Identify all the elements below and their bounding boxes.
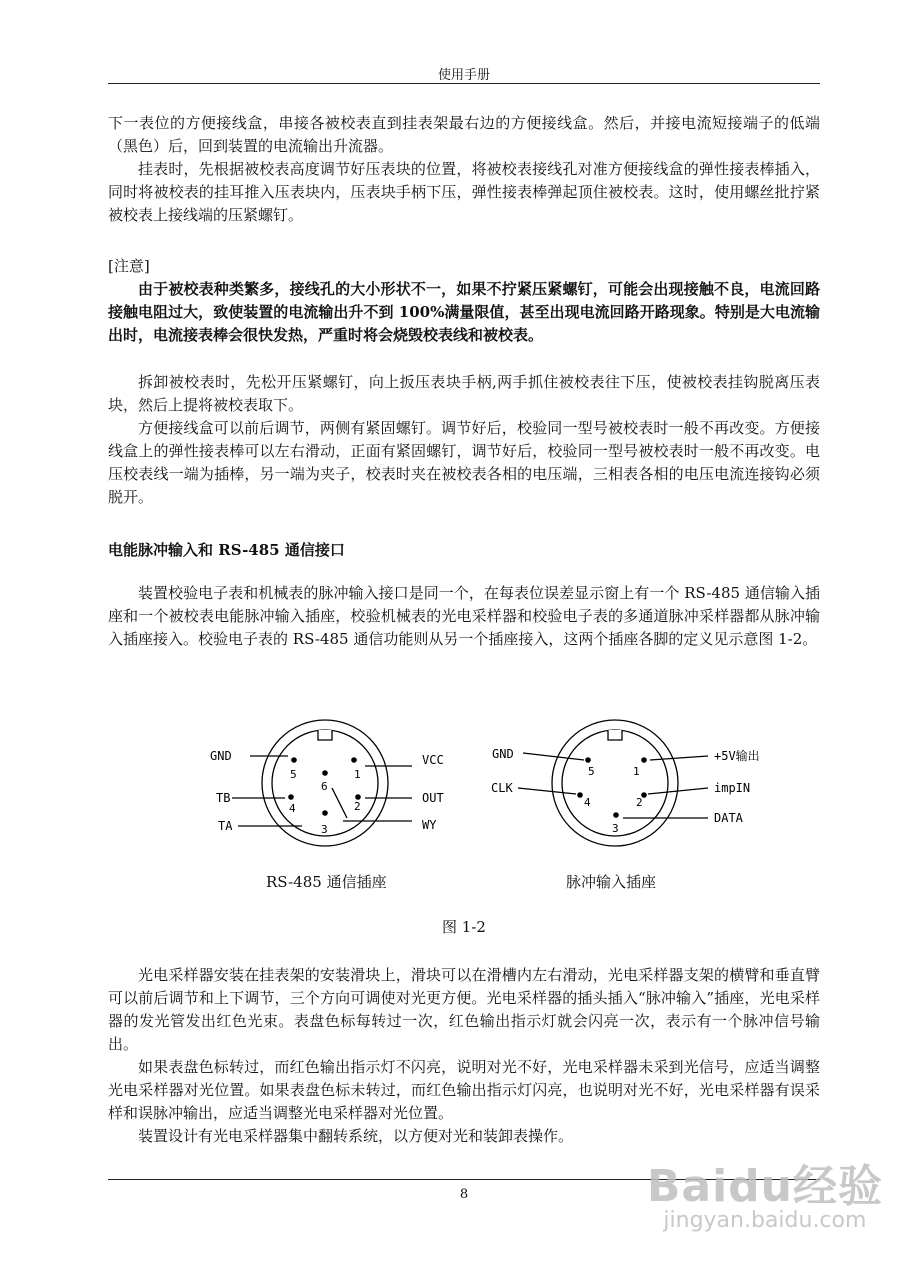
rs485-pin-2: 2 [354, 800, 361, 813]
section-3-body [108, 582, 820, 651]
paragraph-continuation: 下一表位的方便接线盒，串接各被校表直到挂表架最右边的方便接线盒。然后，并接电流短接端子的低端（黑色）后，回到装置的电流输出升流器。 [108, 114, 820, 155]
rs485-label-ta: TA [218, 819, 233, 833]
rs485-pin-3-dot [322, 810, 328, 816]
rs485-pin-5-dot [291, 757, 297, 763]
pulse-label-impin: impIN [714, 781, 751, 795]
pulse-pin-5: 5 [588, 765, 595, 778]
section-2 [108, 371, 820, 509]
pulse-label-data: DATA [714, 811, 743, 825]
paragraph-alignment: 如果表盘色标转过，而红色输出指示灯不闪亮，说明对光不好，光电采样器未采到光信号，应适当调整光电采样器对光位置。如果表盘色标未转过，而红色输出指示灯闪亮，也说明对光不好，光电采样器有误采样和误脉冲输出，应适当调整光电采样器对光位置。 [108, 1058, 820, 1122]
connector-diagram [200, 718, 790, 848]
pulse-pin-1-dot [641, 757, 647, 763]
rs485-label-out: OUT [422, 791, 444, 805]
paragraph-flip-system: 装置设计有光电采样器集中翻转系统，以方便对光和装卸表操作。 [138, 1127, 574, 1145]
notice-block [108, 255, 820, 347]
header-rule [108, 83, 820, 84]
rs485-label-tb: TB [216, 791, 231, 805]
rs485-pin-5: 5 [290, 768, 297, 781]
pulse-pin-4-dot [577, 792, 583, 798]
paragraph-photo-sampler: 光电采样器安装在挂表架的安装滑块上，滑块可以在滑槽内左右滑动，光电采样器支架的横臂和垂直臂可以前后调节和上下调节，三个方向可调使对光更方便。光电采样器的插头插入“脉冲输入”插座，光电采样器的发光管发出红色光束。表盘色标每转过一次，红色输出指示灯就会闪亮一次，表示有一个脉冲信号输出。 [108, 966, 820, 1053]
page-header: 使用手册 [437, 68, 490, 83]
pulse-input-caption: 脉冲输入插座 [566, 873, 657, 891]
rs485-pin-6-dot [322, 770, 328, 776]
watermark-logo: Baidu经验 [646, 1161, 883, 1212]
pulse-pin-1: 1 [633, 765, 640, 778]
rs485-pin-6: 6 [321, 780, 328, 793]
pulse-pin-3-dot [613, 812, 619, 818]
pulse-label-5v: +5V输出 [714, 749, 760, 763]
rs485-pin-4-dot [288, 794, 294, 800]
watermark [647, 1150, 883, 1233]
notice-label: [注意] [108, 257, 150, 275]
paragraph-removal: 拆卸被校表时，先松开压紧螺钉，向上扳压表块手柄,两手抓住被校表往下压，使被校表挂钩脱离压表块，然后上提将被校表取下。 [108, 373, 820, 414]
notice-text: 由于被校表种类繁多，接线孔的大小形状不一，如果不拧紧压紧螺钉，可能会出现接触不良，电流回路接触电阻过大，致使装置的电流输出升不到 100%满量限值，甚至出现电流回路开路现象。特别是大电流输出时，电流接表棒会很快发热，严重时将会烧毁校表线和被校表。 [108, 280, 820, 344]
pulse-pin-5-dot [585, 757, 591, 763]
rs485-label-gnd: GND [210, 749, 232, 763]
pulse-pin-3: 3 [612, 822, 619, 835]
paragraph-mounting: 挂表时，先根据被校表高度调节好压表块的位置，将被校表接线孔对准方便接线盒的弹性接表棒插入，同时将被校表的挂耳推入压表块内，压表块手柄下压，弹性接表棒弹起顶住被校表。这时，使用螺丝批拧紧被校表上接线端的压紧螺钉。 [108, 160, 820, 224]
paragraph-junction-box: 方便接线盒可以前后调节，两侧有紧固螺钉。调节好后，校验同一型号被校表时一般不再改变。方便接线盒上的弹性接表棒可以左右滑动，正面有紧固螺钉，调节好后，校验同一型号被校表时一般不再改变。电压校表线一端为插棒，另一端为夹子，校表时夹在被校表各相的电压端，三相表各相的电压电流连接钩必须脱开。 [108, 419, 820, 506]
pulse-label-gnd: GND [492, 747, 514, 761]
rs485-pin-3: 3 [321, 823, 328, 836]
section-1 [108, 112, 820, 227]
section-heading: 电能脉冲输入和 RS-485 通信接口 [108, 541, 345, 559]
rs485-pin-1-dot [351, 757, 357, 763]
rs485-label-vcc: VCC [422, 753, 444, 767]
section-4 [108, 964, 820, 1148]
watermark-url: jingyan.baidu.com [663, 1208, 867, 1233]
section-3 [108, 539, 820, 562]
rs485-label-wy: WY [422, 818, 437, 832]
pulse-pin-4: 4 [584, 796, 591, 809]
pulse-label-clk: CLK [491, 781, 513, 795]
rs485-pin-1: 1 [354, 768, 361, 781]
rs485-caption: RS-485 通信插座 [266, 873, 387, 891]
paragraph-pulse-input: 装置校验电子表和机械表的脉冲输入接口是同一个，在每表位误差显示窗上有一个 RS-485 通信输入插座和一个被校表电能脉冲输入插座，校验机械表的光电采样器和校验电子表的多通道脉冲采样器都从脉冲输入插座接入。校验电子表的 RS-485 通信功能则从另一个插座接入，这两个插座各脚的定义见示意图 1-2。 [108, 584, 820, 648]
page-number: 8 [459, 1187, 469, 1202]
rs485-pin-4: 4 [289, 802, 296, 815]
rs485-pin-2-dot [355, 794, 361, 800]
pulse-pin-2: 2 [636, 796, 643, 809]
figure-caption: 图 1-2 [442, 918, 486, 936]
